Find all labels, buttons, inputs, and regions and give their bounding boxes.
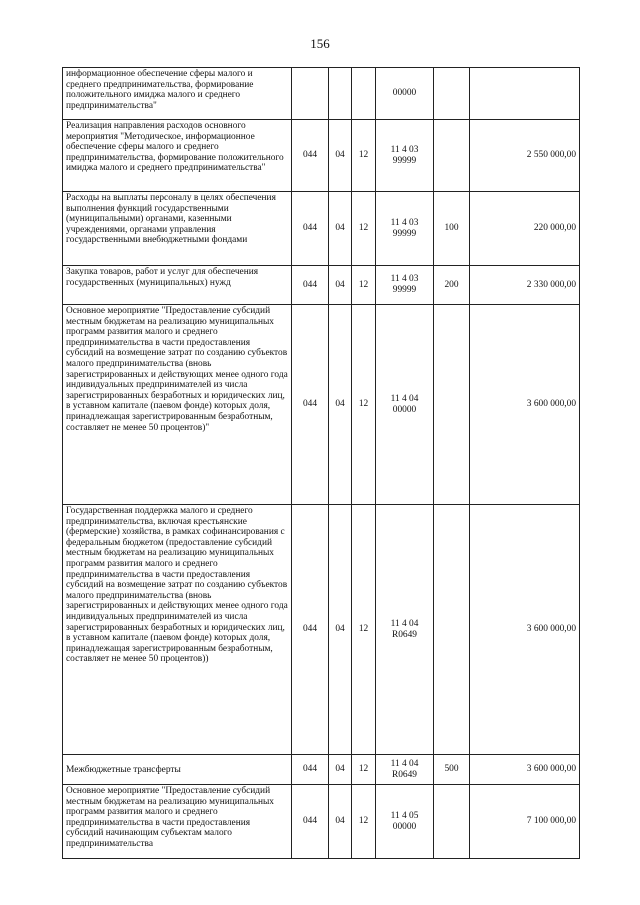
- row-name-cell: Расходы на выплаты персоналу в целях обеспечения выполнения функций государственными (муниципальными) органами, казенными учреждениями, органами управления государственными внебюджетными фондами: [63, 192, 292, 266]
- section-code-cell: 04: [329, 266, 352, 305]
- subsection-code-cell: 12: [352, 120, 376, 192]
- subsection-code-cell: [352, 68, 376, 120]
- page-number: 156: [310, 36, 330, 51]
- target-article-cell: 11 4 03 99999: [376, 266, 434, 305]
- expense-type-cell: 500: [434, 755, 470, 785]
- ministry-code-cell: 044: [292, 785, 329, 859]
- amount-cell: 3 600 000,00: [470, 755, 580, 785]
- table-row: [63, 305, 580, 505]
- expense-type-cell: [434, 68, 470, 120]
- table-row: [63, 785, 580, 859]
- row-name-cell: Государственная поддержка малого и среднего предпринимательства, включая крестьянские (фермерские) хозяйства, в рамках софинансирования с федеральным бюджетом (предоставление субсидий местным бюджетам на реализацию муниципальных программ развития малого и среднего предпринимательства в части предоставления субсидий на возмещение затрат по созданию субъектов малого предпринимательства (вновь зарегистрированных и действующих менее одного года индивидуальных предпринимателей из числа зарегистрированных безработных и юридических лиц, в уставном капитале (паевом фонде) которых доля, принадлежащая зарегистрированным безработным, составляет не менее 50 процентов)): [63, 505, 292, 755]
- section-code-cell: 04: [329, 785, 352, 859]
- row-name-cell: Основное мероприятие "Предоставление субсидий местным бюджетам на реализацию муниципальных программ развития малого и среднего предпринимательства в части предоставления субсидий начинающим субъектам малого предпринимательства: [63, 785, 292, 859]
- amount-cell: 2 330 000,00: [470, 266, 580, 305]
- amount-cell: 2 550 000,00: [470, 120, 580, 192]
- target-article-cell: 11 4 04 R0649: [376, 505, 434, 755]
- row-name-cell: Межбюджетные трансферты: [63, 755, 292, 785]
- subsection-code-cell: 12: [352, 305, 376, 505]
- ministry-code-cell: 044: [292, 505, 329, 755]
- ministry-code-cell: 044: [292, 755, 329, 785]
- section-code-cell: 04: [329, 120, 352, 192]
- expense-type-cell: 200: [434, 266, 470, 305]
- table-row: [63, 266, 580, 305]
- subsection-code-cell: 12: [352, 755, 376, 785]
- ministry-code-cell: 044: [292, 266, 329, 305]
- section-code-cell: [329, 68, 352, 120]
- section-code-cell: 04: [329, 192, 352, 266]
- amount-cell: 3 600 000,00: [470, 305, 580, 505]
- target-article-cell: 00000: [376, 68, 434, 120]
- row-name-cell: информационное обеспечение сферы малого и среднего предпринимательства, формирование положительного имиджа малого и среднего предпринимательства": [63, 68, 292, 120]
- expense-type-cell: 100: [434, 192, 470, 266]
- subsection-code-cell: 12: [352, 266, 376, 305]
- row-name-cell: Закупка товаров, работ и услуг для обеспечения государственных (муниципальных) нужд: [63, 266, 292, 305]
- target-article-cell: 11 4 05 00000: [376, 785, 434, 859]
- ministry-code-cell: 044: [292, 305, 329, 505]
- subsection-code-cell: 12: [352, 505, 376, 755]
- row-name-cell: Основное мероприятие "Предоставление субсидий местным бюджетам на реализацию муниципальных программ развития малого и среднего предпринимательства в части предоставления субсидий на возмещение затрат по созданию субъектов малого предпринимательства (вновь зарегистрированных и действующих менее одного года индивидуальных предпринимателей из числа зарегистрированных безработных и юридических лиц, в уставном капитале (паевом фонде) которых доля, принадлежащая зарегистрированным безработным, составляет не менее 50 процентов)": [63, 305, 292, 505]
- table-row: [63, 755, 580, 785]
- target-article-cell: 11 4 04 00000: [376, 305, 434, 505]
- table-row: [63, 505, 580, 755]
- amount-cell: 220 000,00: [470, 192, 580, 266]
- ministry-code-cell: [292, 68, 329, 120]
- ministry-code-cell: 044: [292, 192, 329, 266]
- subsection-code-cell: 12: [352, 785, 376, 859]
- table-row: [63, 120, 580, 192]
- amount-cell: 7 100 000,00: [470, 785, 580, 859]
- table-row: [63, 192, 580, 266]
- table-row: [63, 68, 580, 120]
- ministry-code-cell: 044: [292, 120, 329, 192]
- section-code-cell: 04: [329, 755, 352, 785]
- amount-cell: 3 600 000,00: [470, 505, 580, 755]
- amount-cell: [470, 68, 580, 120]
- target-article-cell: 11 4 04 R0649: [376, 755, 434, 785]
- expense-type-cell: [434, 305, 470, 505]
- expense-type-cell: [434, 120, 470, 192]
- expense-type-cell: [434, 505, 470, 755]
- subsection-code-cell: 12: [352, 192, 376, 266]
- section-code-cell: 04: [329, 305, 352, 505]
- target-article-cell: 11 4 03 99999: [376, 192, 434, 266]
- expense-type-cell: [434, 785, 470, 859]
- budget-table: [62, 67, 580, 859]
- section-code-cell: 04: [329, 505, 352, 755]
- row-name-cell: Реализация направления расходов основного мероприятия "Методическое, информационное обеспечение сферы малого и среднего предпринимательства, формирование положительного имиджа малого и среднего предпринимательства": [63, 120, 292, 192]
- target-article-cell: 11 4 03 99999: [376, 120, 434, 192]
